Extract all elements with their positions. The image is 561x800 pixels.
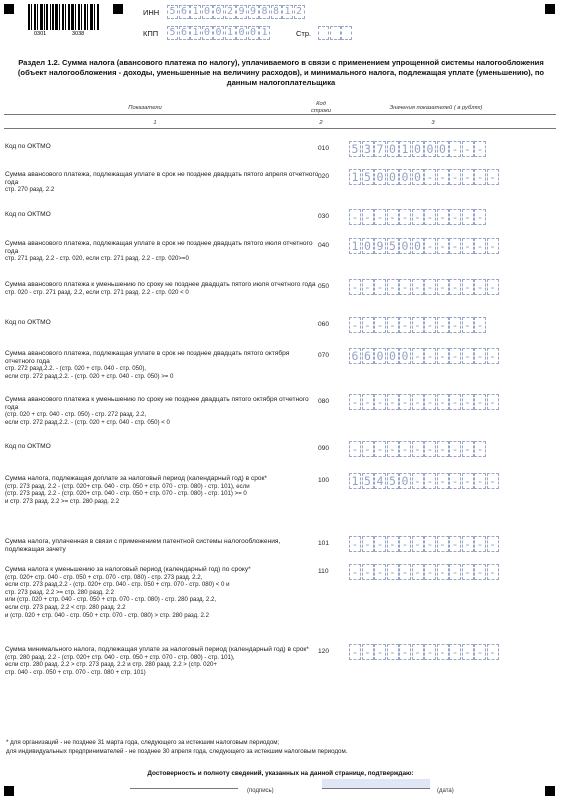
row-code: 020 <box>318 173 330 180</box>
row-code: 070 <box>318 352 330 359</box>
value-cell[interactable]: - <box>362 209 374 225</box>
row-120-label <box>5 646 320 676</box>
value-cell[interactable]: 3 <box>362 141 374 157</box>
row-060-value-field[interactable] <box>349 317 487 333</box>
value-cell[interactable]: - <box>424 209 436 225</box>
value-cell[interactable]: - <box>449 209 461 225</box>
value-cell[interactable]: - <box>362 394 374 410</box>
value-cell[interactable]: - <box>424 169 436 185</box>
row-formula: (стр. 280 разд. 2.2 - (стр. 020+ стр. 040 - стр. 050 + стр. 070 - стр. 080) - стр. 101), если стр. 280 разд. 2.2 > стр. 273 разд. 2.2 и стр. 280 разд. 2.2 > (стр. 020+ стр. 040 - стр. 050 + стр. 070 - стр. 080 + стр. 101) <box>5 653 235 676</box>
page-number-field[interactable] <box>318 26 353 40</box>
value-cell[interactable]: - <box>462 394 474 410</box>
value-cell[interactable]: - <box>374 644 386 660</box>
value-cell[interactable]: 0 <box>424 141 436 157</box>
digit-cell[interactable]: 1 <box>190 26 201 40</box>
row-code: 010 <box>318 145 330 152</box>
row-code: 040 <box>318 242 330 249</box>
value-cell[interactable]: 6 <box>362 348 374 364</box>
row-formula: стр. 271 разд. 2.2 - стр. 020, если стр. 271 разд. 2.2 - стр. 020>=0 <box>5 255 189 263</box>
row-code: 100 <box>318 477 330 484</box>
digit-cell[interactable]: 6 <box>179 5 190 19</box>
value-cell[interactable]: - <box>462 441 474 457</box>
value-cell[interactable]: - <box>437 644 449 660</box>
row-title: Сумма авансового платежа, подлежащая уплате в срок не позднее двадцать пятого октября отчетного года <box>5 350 290 365</box>
value-cell[interactable]: - <box>424 536 436 552</box>
value-cell[interactable]: - <box>449 536 461 552</box>
row-060-label <box>5 319 320 327</box>
value-cell[interactable]: - <box>412 644 424 660</box>
value-cell[interactable]: - <box>474 279 486 295</box>
value-cell[interactable]: - <box>474 644 486 660</box>
value-cell[interactable]: - <box>374 536 386 552</box>
value-cell[interactable]: - <box>474 348 486 364</box>
row-title: Сумма авансового платежа к уменьшению по сроку не позднее двадцать пятого октября отчетного года <box>5 396 309 411</box>
value-cell[interactable]: - <box>487 348 499 364</box>
date-field[interactable] <box>322 779 430 788</box>
value-cell[interactable]: - <box>424 238 436 254</box>
value-cell[interactable]: - <box>399 441 411 457</box>
value-cell[interactable]: - <box>449 473 461 489</box>
value-cell[interactable]: - <box>474 141 486 157</box>
value-cell[interactable]: - <box>462 169 474 185</box>
page-number-label: Стр. <box>296 29 312 38</box>
value-cell[interactable]: - <box>412 209 424 225</box>
row-040-label <box>5 240 320 263</box>
value-cell[interactable]: 1 <box>399 141 411 157</box>
value-cell[interactable]: - <box>412 473 424 489</box>
footnote-line-entrepreneurs: для индивидуальных предпринимателей - не позднее 30 апреля года, следующего за истекшим налоговым периодом. <box>6 747 348 755</box>
digit-cell[interactable]: 0 <box>236 26 247 40</box>
row-090-value-field[interactable] <box>349 441 487 457</box>
row-formula: (стр. 020 + стр. 040 - стр. 050) - стр. 272 разд. 2.2, если стр. 272 разд.2.2. - (стр. 020 + стр. 040 - стр. 050) < 0 <box>5 411 170 426</box>
kpp-label: КПП <box>143 29 159 38</box>
value-cell[interactable]: - <box>462 141 474 157</box>
value-cell[interactable]: - <box>399 317 411 333</box>
row-title: Код по ОКТМО <box>5 443 51 450</box>
value-cell[interactable]: 0 <box>399 348 411 364</box>
digit-cell[interactable]: 1 <box>225 26 236 40</box>
value-cell[interactable]: - <box>424 394 436 410</box>
value-cell[interactable]: - <box>362 564 374 580</box>
value-cell[interactable]: - <box>487 279 499 295</box>
value-cell[interactable]: - <box>424 441 436 457</box>
row-formula: (стр. 273 разд. 2.2 - (стр. 020+ стр. 040 - стр. 050 + стр. 070 - стр. 080) - стр. 101), если (стр. 273 разд. 2.2 - (стр. 020+ стр. 040 - стр. 050 + стр. 070 - стр. 080) - стр. 101) >= 0 и стр. 273 разд. 2.2 >= стр. 280 разд. 2.2 <box>5 482 250 505</box>
value-cell[interactable]: - <box>474 317 486 333</box>
row-formula: стр. 270 разд. 2.2 <box>5 186 55 194</box>
value-cell[interactable]: 0 <box>412 238 424 254</box>
value-cell[interactable]: - <box>399 564 411 580</box>
value-cell[interactable]: - <box>462 564 474 580</box>
digit-cell[interactable]: 5 <box>167 26 178 40</box>
row-title: Код по ОКТМО <box>5 211 51 218</box>
value-cell[interactable]: 0 <box>374 169 386 185</box>
barcode-number-left: 0301 <box>34 31 47 37</box>
row-040-value-field[interactable] <box>349 238 499 254</box>
value-cell[interactable]: - <box>437 564 449 580</box>
value-cell[interactable]: - <box>424 317 436 333</box>
value-cell[interactable]: - <box>399 394 411 410</box>
value-cell[interactable]: - <box>412 317 424 333</box>
row-050-label <box>5 281 320 296</box>
value-cell[interactable]: 0 <box>412 169 424 185</box>
value-cell[interactable]: - <box>387 279 399 295</box>
row-070-value-field[interactable] <box>349 348 499 364</box>
value-cell[interactable]: - <box>424 473 436 489</box>
value-cell[interactable]: - <box>374 441 386 457</box>
date-label: (дата) <box>437 788 454 794</box>
value-cell[interactable]: - <box>424 279 436 295</box>
value-cell[interactable]: - <box>437 317 449 333</box>
value-cell[interactable]: - <box>362 644 374 660</box>
column-header-indicators: Показатели <box>128 105 162 111</box>
value-cell[interactable]: - <box>387 536 399 552</box>
value-cell[interactable]: 0 <box>374 348 386 364</box>
value-cell[interactable]: 5 <box>387 473 399 489</box>
value-cell[interactable]: - <box>374 317 386 333</box>
value-cell[interactable]: - <box>424 644 436 660</box>
value-cell[interactable]: - <box>399 279 411 295</box>
value-cell[interactable]: - <box>387 209 399 225</box>
value-cell[interactable]: - <box>424 348 436 364</box>
row-formula: стр. 020 - стр. 271 разд. 2.2, если стр. 271 разд. 2.2 - стр. 020 < 0 <box>5 288 189 296</box>
value-cell[interactable]: - <box>399 209 411 225</box>
row-code: 110 <box>318 568 329 575</box>
value-cell[interactable]: 5 <box>387 238 399 254</box>
value-cell[interactable]: - <box>474 238 486 254</box>
value-cell[interactable]: - <box>362 279 374 295</box>
value-cell[interactable]: - <box>462 238 474 254</box>
value-cell[interactable]: - <box>449 169 461 185</box>
row-title: Сумма минимального налога, подлежащая уплате за налоговый период (календарный год) в срок* <box>5 646 309 653</box>
row-101-label <box>5 538 320 553</box>
value-cell[interactable]: - <box>449 394 461 410</box>
value-cell[interactable]: - <box>437 209 449 225</box>
value-cell[interactable]: - <box>449 141 461 157</box>
digit-cell[interactable]: 2 <box>294 5 305 19</box>
value-cell[interactable]: - <box>487 169 499 185</box>
row-formula: (стр. 020+ стр. 040 - стр. 050 + стр. 070 - стр. 080) - стр. 273 разд. 2.2, если стр. 273 разд.2.2 - (стр. 020+ стр. 040 - стр. 050 + стр. 070 - стр. 080) < 0 и стр. 273 разд. 2.2 >= стр. 280 разд. 2.2 или (стр. 020 + стр. 040 - стр. 050 + стр. 070 - стр. 080) - стр. 280 разд. 2.2, если стр. 273 разд. 2.2 < стр. 280 разд. 2.2 и (стр. 020 + стр. 040 - стр. 050 + стр. 070 - стр. 080) > стр. 280 разд. 2.2 <box>5 573 230 619</box>
value-cell[interactable]: - <box>374 279 386 295</box>
digit-cell[interactable]: 1 <box>190 5 201 19</box>
value-cell[interactable]: 5 <box>362 473 374 489</box>
value-cell[interactable]: - <box>374 564 386 580</box>
value-cell[interactable]: - <box>362 536 374 552</box>
row-title: Сумма налога к уменьшению за налоговый период (календарный год) по сроку* <box>5 566 251 573</box>
value-cell[interactable]: - <box>437 441 449 457</box>
value-cell[interactable]: - <box>349 317 361 333</box>
value-cell[interactable]: - <box>374 209 386 225</box>
value-cell[interactable]: - <box>449 279 461 295</box>
value-cell[interactable]: - <box>449 564 461 580</box>
value-cell[interactable]: - <box>474 441 486 457</box>
row-010-value-field[interactable] <box>349 141 487 157</box>
row-code: 080 <box>318 398 330 405</box>
value-cell[interactable]: - <box>362 441 374 457</box>
row-110-value-field[interactable] <box>349 564 499 580</box>
digit-cell[interactable] <box>318 26 329 40</box>
value-cell[interactable]: - <box>387 564 399 580</box>
value-cell[interactable]: 0 <box>399 473 411 489</box>
digit-cell[interactable]: 1 <box>259 26 270 40</box>
row-title: Сумма авансового платежа, подлежащая уплате в срок не позднее двадцать пятого апреля отчетного года <box>5 171 319 186</box>
row-070-label <box>5 350 320 380</box>
row-formula: стр. 272 разд.2.2. - (стр. 020 + стр. 040 - стр. 050), если стр. 272 разд.2.2. - (стр. 020 + стр. 040 - стр. 050) >= 0 <box>5 365 174 380</box>
digit-cell[interactable]: 0 <box>202 5 213 19</box>
value-cell[interactable]: 0 <box>387 141 399 157</box>
row-code: 030 <box>318 213 330 220</box>
value-cell[interactable]: - <box>474 564 486 580</box>
value-cell[interactable]: - <box>437 536 449 552</box>
digit-cell[interactable]: 6 <box>179 26 190 40</box>
value-cell[interactable]: - <box>462 348 474 364</box>
header-rule-top <box>4 114 556 115</box>
value-cell[interactable]: - <box>362 317 374 333</box>
column-number-3: 3 <box>431 120 435 126</box>
row-title: Код по ОКТМО <box>5 143 51 150</box>
value-cell[interactable]: - <box>474 473 486 489</box>
value-cell[interactable]: - <box>412 279 424 295</box>
row-100-value-field[interactable] <box>349 473 499 489</box>
value-cell[interactable]: - <box>412 394 424 410</box>
barcode <box>28 4 100 30</box>
value-cell[interactable]: - <box>399 536 411 552</box>
value-cell[interactable]: 9 <box>374 238 386 254</box>
value-cell[interactable]: - <box>437 348 449 364</box>
value-cell[interactable]: 0 <box>362 238 374 254</box>
digit-cell[interactable]: 5 <box>167 5 178 19</box>
date-line <box>322 788 430 789</box>
signature-line[interactable] <box>130 788 238 789</box>
digit-cell[interactable] <box>341 26 352 40</box>
value-cell[interactable]: 5 <box>349 141 361 157</box>
value-cell[interactable]: 1 <box>349 169 361 185</box>
row-code: 120 <box>318 648 330 655</box>
value-cell[interactable]: - <box>462 317 474 333</box>
column-number-2: 2 <box>319 120 323 126</box>
value-cell[interactable]: - <box>462 536 474 552</box>
value-cell[interactable]: 1 <box>349 473 361 489</box>
value-cell[interactable]: - <box>437 169 449 185</box>
value-cell[interactable]: - <box>387 317 399 333</box>
barcode-number-right: 3038 <box>72 31 85 37</box>
value-cell[interactable]: - <box>437 238 449 254</box>
value-cell[interactable]: 0 <box>437 141 449 157</box>
value-cell[interactable]: - <box>374 394 386 410</box>
value-cell[interactable]: - <box>399 644 411 660</box>
digit-cell[interactable]: 9 <box>248 5 259 19</box>
footnote <box>6 739 556 756</box>
row-100-label <box>5 475 320 505</box>
digit-cell[interactable]: 0 <box>213 5 224 19</box>
value-cell[interactable]: - <box>349 279 361 295</box>
value-cell[interactable]: - <box>487 473 499 489</box>
row-code: 050 <box>318 283 330 290</box>
alignment-marker-top-right <box>545 4 555 14</box>
value-cell[interactable]: - <box>474 394 486 410</box>
row-title: Сумма налога, подлежащая доплате за налоговый период (календарный год) в срок* <box>5 475 267 482</box>
footnote-line-organizations: * для организаций - не позднее 31 марта года, следующего за истекшим налоговым периодом; <box>6 739 280 746</box>
column-header-values: Значения показателей ( в рублях) <box>389 105 483 111</box>
signature-label: (подпись) <box>247 788 274 794</box>
row-020-label <box>5 171 320 194</box>
value-cell[interactable]: 7 <box>374 141 386 157</box>
digit-cell[interactable]: 8 <box>259 5 270 19</box>
value-cell[interactable]: - <box>412 348 424 364</box>
value-cell[interactable]: 0 <box>399 238 411 254</box>
value-cell[interactable]: - <box>387 394 399 410</box>
value-cell[interactable]: - <box>387 441 399 457</box>
row-title: Сумма авансового платежа к уменьшению по сроку не позднее двадцать пятого июля отчетного года <box>5 281 316 288</box>
value-cell[interactable]: - <box>487 394 499 410</box>
value-cell[interactable]: - <box>449 317 461 333</box>
row-120-value-field[interactable] <box>349 644 499 660</box>
row-020-value-field[interactable] <box>349 169 499 185</box>
value-cell[interactable]: - <box>487 564 499 580</box>
value-cell[interactable]: - <box>487 644 499 660</box>
digit-cell[interactable]: 0 <box>213 26 224 40</box>
value-cell[interactable]: - <box>487 536 499 552</box>
value-cell[interactable]: - <box>412 536 424 552</box>
row-code: 101 <box>318 540 330 547</box>
value-cell[interactable]: - <box>349 394 361 410</box>
row-title: Сумма налога, уплаченная в связи с применением патентной системы налогообложения, подлежащая зачету <box>5 538 281 553</box>
value-cell[interactable]: - <box>449 238 461 254</box>
value-cell[interactable]: 0 <box>412 141 424 157</box>
alignment-marker-top-left <box>4 4 14 14</box>
row-090-label <box>5 443 320 451</box>
row-050-value-field[interactable] <box>349 279 499 295</box>
value-cell[interactable]: - <box>462 209 474 225</box>
value-cell[interactable]: - <box>449 644 461 660</box>
digit-cell[interactable]: 0 <box>248 26 259 40</box>
value-cell[interactable]: - <box>349 536 361 552</box>
column-number-1: 1 <box>153 120 157 126</box>
alignment-marker-bottom-right <box>545 786 555 796</box>
row-code: 090 <box>318 445 330 452</box>
value-cell[interactable]: 0 <box>399 169 411 185</box>
inn-field[interactable] <box>167 5 305 19</box>
value-cell[interactable]: - <box>462 473 474 489</box>
value-cell[interactable]: - <box>412 564 424 580</box>
digit-cell[interactable]: 1 <box>282 5 293 19</box>
row-080-label <box>5 396 320 426</box>
value-cell[interactable]: 0 <box>387 169 399 185</box>
digit-cell[interactable]: 8 <box>271 5 282 19</box>
value-cell[interactable]: - <box>474 169 486 185</box>
row-title: Код по ОКТМО <box>5 319 51 326</box>
digit-cell[interactable]: 2 <box>225 5 236 19</box>
alignment-marker-top-middle <box>113 4 123 14</box>
alignment-marker-bottom-left <box>4 786 14 796</box>
digit-cell[interactable]: 0 <box>202 26 213 40</box>
value-cell[interactable]: 4 <box>374 473 386 489</box>
digit-cell[interactable] <box>330 26 341 40</box>
inn-label: ИНН <box>143 8 160 17</box>
kpp-field[interactable] <box>167 26 271 40</box>
value-cell[interactable]: - <box>449 348 461 364</box>
value-cell[interactable]: - <box>424 564 436 580</box>
row-101-value-field[interactable] <box>349 536 499 552</box>
row-030-label <box>5 211 320 219</box>
confirmation-text: Достоверность и полноту сведений, указанных на данной странице, подтверждаю: <box>147 770 414 777</box>
value-cell[interactable]: - <box>487 238 499 254</box>
value-cell[interactable]: - <box>474 209 486 225</box>
value-cell[interactable]: 5 <box>362 169 374 185</box>
row-code: 060 <box>318 321 330 328</box>
row-010-label <box>5 143 320 151</box>
value-cell[interactable]: - <box>462 644 474 660</box>
value-cell[interactable]: - <box>412 441 424 457</box>
row-080-value-field[interactable] <box>349 394 499 410</box>
value-cell[interactable]: - <box>349 644 361 660</box>
value-cell[interactable]: - <box>474 536 486 552</box>
section-title: Раздел 1.2. Сумма налога (авансового платежа по налогу), уплачиваемого в связи с применением упрощенной системы налогообложения (объект налогообложения - доходы, уменьшенные на величину расходов), и минимального налога, подлежащая уплате (уменьшению), по данным налогоплательщика <box>17 58 545 87</box>
row-110-label <box>5 566 320 619</box>
value-cell[interactable]: - <box>437 279 449 295</box>
value-cell[interactable]: 1 <box>349 238 361 254</box>
column-header-line-code: Код строки <box>310 101 332 114</box>
value-cell[interactable]: - <box>437 473 449 489</box>
row-030-value-field[interactable] <box>349 209 487 225</box>
header-rule-bottom <box>4 128 556 129</box>
value-cell[interactable]: 0 <box>387 348 399 364</box>
digit-cell[interactable]: 9 <box>236 5 247 19</box>
row-title: Сумма авансового платежа, подлежащая уплате в срок не позднее двадцать пятого июля отчетного года <box>5 240 313 255</box>
value-cell[interactable]: - <box>349 209 361 225</box>
value-cell[interactable]: - <box>349 441 361 457</box>
value-cell[interactable]: - <box>449 441 461 457</box>
value-cell[interactable]: - <box>387 644 399 660</box>
value-cell[interactable]: - <box>462 279 474 295</box>
value-cell[interactable]: - <box>437 394 449 410</box>
value-cell[interactable]: 6 <box>349 348 361 364</box>
value-cell[interactable]: - <box>349 564 361 580</box>
